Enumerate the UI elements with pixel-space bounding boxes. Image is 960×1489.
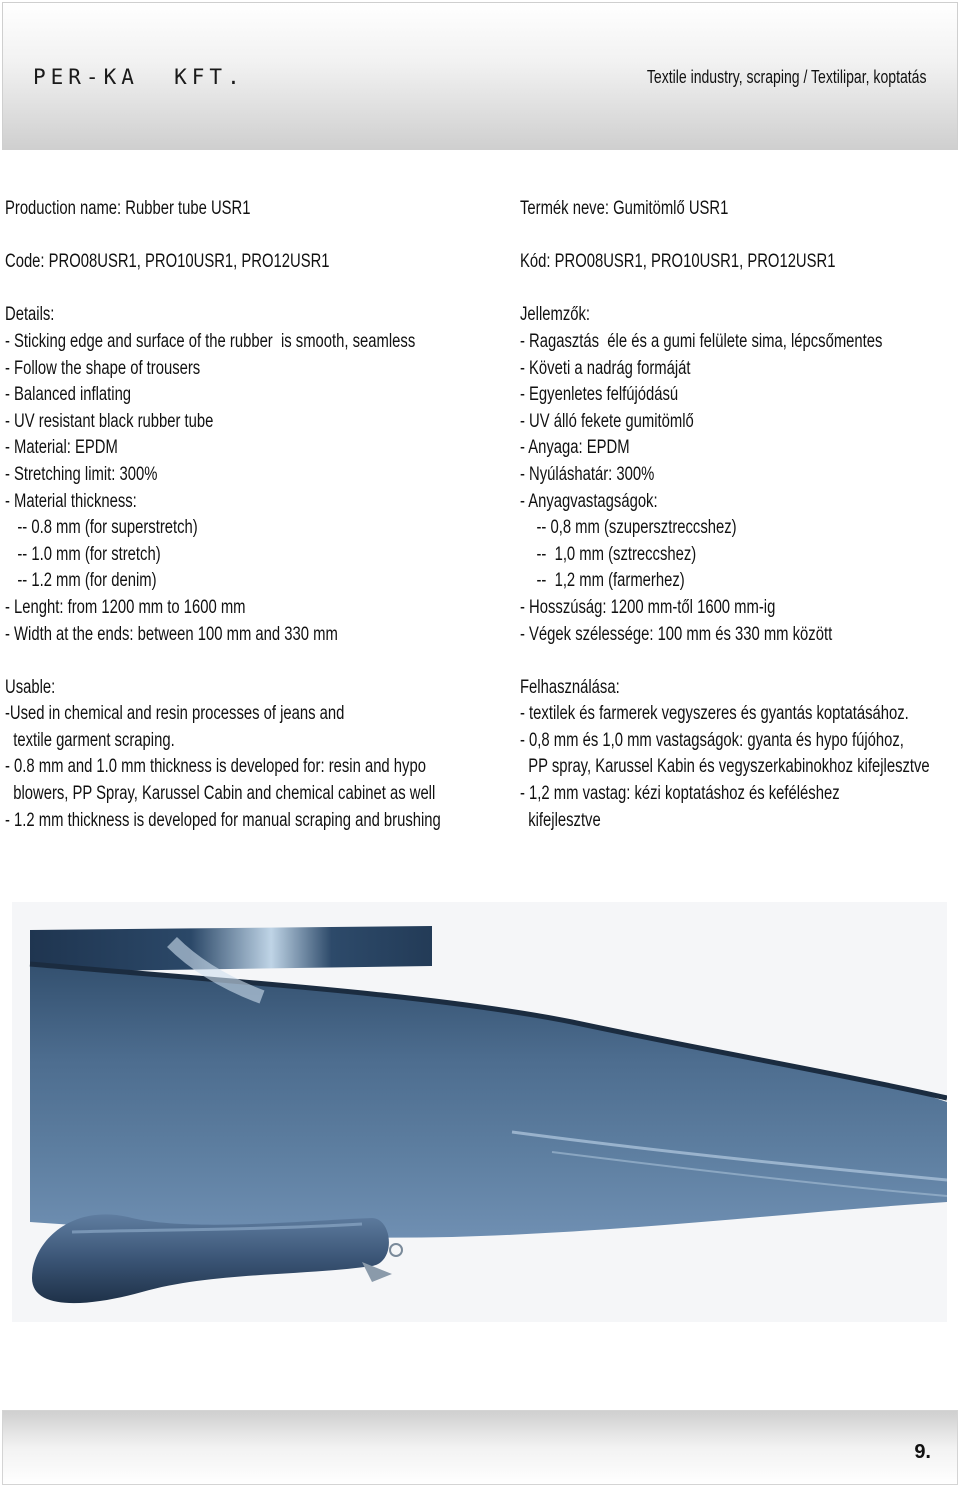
detail-item-hu: - Végek szélessége: 100 mm és 330 mm között xyxy=(520,623,833,645)
detail-item-hu: - Anyagvastagságok: xyxy=(520,490,658,512)
product-code: Code: PRO08USR1, PRO10USR1, PRO12USR1 xyxy=(5,251,330,273)
usable-item: - 1.2 mm thickness is developed for manual scraping and brushing xyxy=(5,809,441,831)
detail-item: - Sticking edge and surface of the rubber is smooth, seamless xyxy=(5,330,416,352)
usable-heading-hu: Felhasználása: xyxy=(520,676,620,698)
detail-item-hu: - UV álló fekete gumitömlő xyxy=(520,410,694,432)
detail-item-hu: - Hosszúság: 1200 mm-től 1600 mm-ig xyxy=(520,596,776,618)
page-footer xyxy=(2,1410,958,1485)
detail-item: - Material: EPDM xyxy=(5,437,118,459)
detail-item: - Stretching limit: 300% xyxy=(5,463,158,485)
detail-item: - Balanced inflating xyxy=(5,384,132,406)
usable-item: -Used in chemical and resin processes of jeans and xyxy=(5,703,345,725)
detail-item: -- 1.2 mm (for denim) xyxy=(5,570,157,592)
detail-item: - Follow the shape of trousers xyxy=(5,357,201,379)
detail-item: - UV resistant black rubber tube xyxy=(5,410,214,432)
detail-item: - Width at the ends: between 100 mm and 330 mm xyxy=(5,623,338,645)
detail-item-hu: - Követi a nadrág formáját xyxy=(520,357,691,379)
page-subject: Textile industry, scraping / Textilipar, koptatás xyxy=(647,67,927,87)
usable-item-hu: kifejlesztve xyxy=(520,809,601,831)
detail-item-hu: -- 0,8 mm (szupersztreccshez) xyxy=(520,517,737,539)
detail-item: -- 0.8 mm (for superstretch) xyxy=(5,517,198,539)
english-column xyxy=(5,196,442,834)
detail-item-hu: - Nyúláshatár: 300% xyxy=(520,463,655,485)
usable-heading: Usable: xyxy=(5,676,56,698)
usable-item: - 0.8 mm and 1.0 mm thickness is developed for: resin and hypo xyxy=(5,756,426,778)
product-name-hu: Termék neve: Gumitömlő USR1 xyxy=(520,198,729,219)
usable-item-hu: PP spray, Karussel Kabin és vegyszerkabinokhoz kifejlesztve xyxy=(520,756,930,778)
detail-item-hu: -- 1,0 mm (sztreccshez) xyxy=(520,543,697,565)
product-name: Production name: Rubber tube USR1 xyxy=(5,198,251,219)
detail-item-hu: -- 1,2 mm (farmerhez) xyxy=(520,570,685,592)
detail-item: - Material thickness: xyxy=(5,490,137,512)
usable-item: blowers, PP Spray, Karussel Cabin and chemical cabinet as well xyxy=(5,783,436,805)
usable-item-hu: - textilek és farmerek vegyszeres és gyantás koptatásához. xyxy=(520,703,909,725)
usable-item-hu: - 1,2 mm vastag: kézi koptatáshoz és keféléshez xyxy=(520,783,840,805)
detail-item-hu: - Egyenletes felfújódású xyxy=(520,384,679,406)
page-number: 9. xyxy=(914,1441,931,1463)
detail-item: -- 1.0 mm (for stretch) xyxy=(5,543,161,565)
company-logo: PER-KA KFT. xyxy=(33,65,245,89)
page-header xyxy=(2,2,958,150)
detail-item: - Lenght: from 1200 mm to 1600 mm xyxy=(5,596,246,618)
details-heading: Details: xyxy=(5,304,55,326)
detail-item-hu: - Anyaga: EPDM xyxy=(520,437,630,459)
detail-item-hu: - Ragasztás éle és a gumi felülete sima, lépcsőmentes xyxy=(520,330,883,352)
usable-item-hu: - 0,8 mm és 1,0 mm vastagságok: gyanta és hypo fújóhoz, xyxy=(520,729,904,751)
product-code-hu: Kód: PRO08USR1, PRO10USR1, PRO12USR1 xyxy=(520,251,836,273)
details-heading-hu: Jellemzők: xyxy=(520,304,591,326)
usable-item: textile garment scraping. xyxy=(5,729,175,751)
hungarian-column xyxy=(520,196,957,834)
product-photo xyxy=(12,902,947,1322)
